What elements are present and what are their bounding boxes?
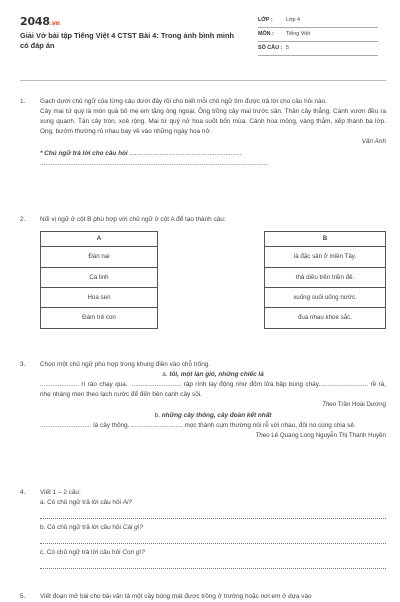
worksheet-header <box>20 12 386 68</box>
header-left <box>20 12 240 68</box>
subquestion-text: b. Có chủ ngữ trả lời câu hỏi <box>40 523 121 531</box>
answer-line[interactable]: ................................................................................................................................ <box>40 159 268 167</box>
column-b-item[interactable]: là đặc sản ở miền Tây. <box>264 247 386 268</box>
word-box-label: a. <box>162 370 168 378</box>
question-instruction: Gạch dưới chủ ngữ của từng câu dưới đây rồi cho biết mỗi chủ ngữ tìm được trả lời cho câu hỏi nào. <box>40 98 327 105</box>
fill-paragraph-b[interactable]: ............................. là cây thông. ............................. mọc thành cụm thường nói rễ với nhau, đôi no cùng chia sẻ. <box>40 422 356 430</box>
question-5 <box>20 592 386 602</box>
column-a-item[interactable]: Đàn nai <box>40 247 158 268</box>
subquestion-b <box>40 523 386 533</box>
subquestion-keyword: Ai? <box>122 498 132 506</box>
logo-suffix: .vn <box>49 20 60 27</box>
meta-key: SỐ CÂU : <box>258 45 283 52</box>
meta-row-class <box>258 14 378 28</box>
question-instruction: Viết đoạn mở bài cho bài văn tả một cây bóng mát được trồng ở trường hoặc nơi em ở dựa vào <box>40 593 312 600</box>
source-prefix: Theo <box>255 432 270 440</box>
site-logo[interactable] <box>20 16 240 28</box>
logo-main: 2048 <box>20 15 50 28</box>
source-author: Trần Hoài Dương <box>337 400 386 408</box>
source-author: Lê Quang Long Nguyễn Thị Thanh Huyền <box>271 432 386 440</box>
answer-line[interactable] <box>40 508 386 519</box>
fill-paragraph-a[interactable]: ...................... rì rào chạy qua. ............................. rập rình lay động như đốm lửa bập bùng cháy............................ rề rà, nhẹ nhàng men theo lạch nước để đến bên cạnh cây sồi. <box>40 380 386 398</box>
question-instruction: Nối vị ngữ ở cột B phù hợp với chủ ngữ ở cột A để tạo thành câu: <box>40 216 226 223</box>
column-b-item[interactable]: đua nhau khoe sắc. <box>264 308 386 329</box>
subquestion-text: c. Có chủ ngữ trả lời câu hỏi <box>40 548 121 556</box>
subquestion-keyword: Con gì? <box>122 548 145 556</box>
document-title: Giải Vở bài tập Tiếng Việt 4 CTST Bài 4: Trong ảnh bình minh có đáp án <box>20 31 234 51</box>
word-box-words: những cây thông, cây đoàn kết nhất <box>161 412 272 420</box>
column-a-item[interactable]: Cá linh <box>40 268 158 288</box>
question-number: 4. <box>20 489 26 496</box>
answer-prompt-dots[interactable]: ............................................................... <box>129 149 242 157</box>
column-a-item[interactable]: Hoa sen <box>40 288 158 308</box>
question-instruction: Viết 1 – 2 câu: <box>40 489 81 496</box>
meta-row-subject <box>258 28 378 42</box>
question-3 <box>20 360 386 488</box>
subquestion-c <box>40 548 386 558</box>
answer-line[interactable] <box>40 558 386 569</box>
column-a-header: A <box>40 231 158 247</box>
question-instruction: Chọn một chủ ngữ phù hợp trong khung điền vào chỗ trống. <box>40 361 211 368</box>
source-b <box>40 431 386 441</box>
subquestion-a <box>40 498 386 508</box>
question-passage: Cây mai tứ quý là món quà bố mẹ em tặng ông ngoại. Ông trồng cây mai trước sân. Thân cây thẳng. Cành vươn đều ra xung quanh. Tán cây tròn, xoè rộng. Mai tứ quý nở hoa suốt bốn mùa. Cánh hoa mỏng, vàng thắm, xếp thành ba lớp. Ong, bướm thường rủ nhau bay về vào những ngày hoa nở. <box>40 107 386 135</box>
question-number: 2. <box>20 216 26 223</box>
meta-row-count <box>258 42 378 56</box>
question-number: 1. <box>20 98 26 105</box>
question-1 <box>20 97 386 215</box>
answer-prompt-label: * Chủ ngữ trả lời cho câu hỏi <box>40 149 128 157</box>
subquestion-text: a. Có chủ ngữ trả lời câu hỏi <box>40 498 121 506</box>
header-divider <box>20 80 386 81</box>
passage-author: Vân Anh <box>361 137 386 145</box>
meta-key: LỚP : <box>258 17 273 24</box>
word-box-b <box>40 411 386 421</box>
source-prefix: Theo <box>322 400 337 408</box>
meta-table <box>258 14 378 68</box>
column-b-item[interactable]: xuống suối uống nước. <box>264 288 386 308</box>
source-a <box>40 400 386 410</box>
matching-table <box>40 231 386 329</box>
word-box-label: b. <box>154 412 160 420</box>
subquestion-keyword: Cái gì? <box>122 523 143 531</box>
column-b-header: B <box>264 231 386 247</box>
question-number: 3. <box>20 361 26 368</box>
meta-value: Lớp 4 <box>286 17 301 24</box>
answer-prompt <box>40 149 386 159</box>
question-4 <box>20 488 386 588</box>
meta-value: Tiếng Việt <box>286 31 310 38</box>
word-box-words: tôi, một làn gió, những chiếc lá <box>169 370 264 378</box>
meta-key: MÔN : <box>258 31 274 38</box>
column-a-item[interactable]: Đám trẻ con <box>40 308 158 329</box>
answer-line[interactable] <box>40 533 386 544</box>
question-2 <box>20 215 386 360</box>
meta-value: 5 <box>286 45 289 52</box>
column-b-item[interactable]: thả diều trên triền đê. <box>264 268 386 288</box>
question-number: 5. <box>20 593 26 600</box>
word-box-a <box>40 370 386 380</box>
